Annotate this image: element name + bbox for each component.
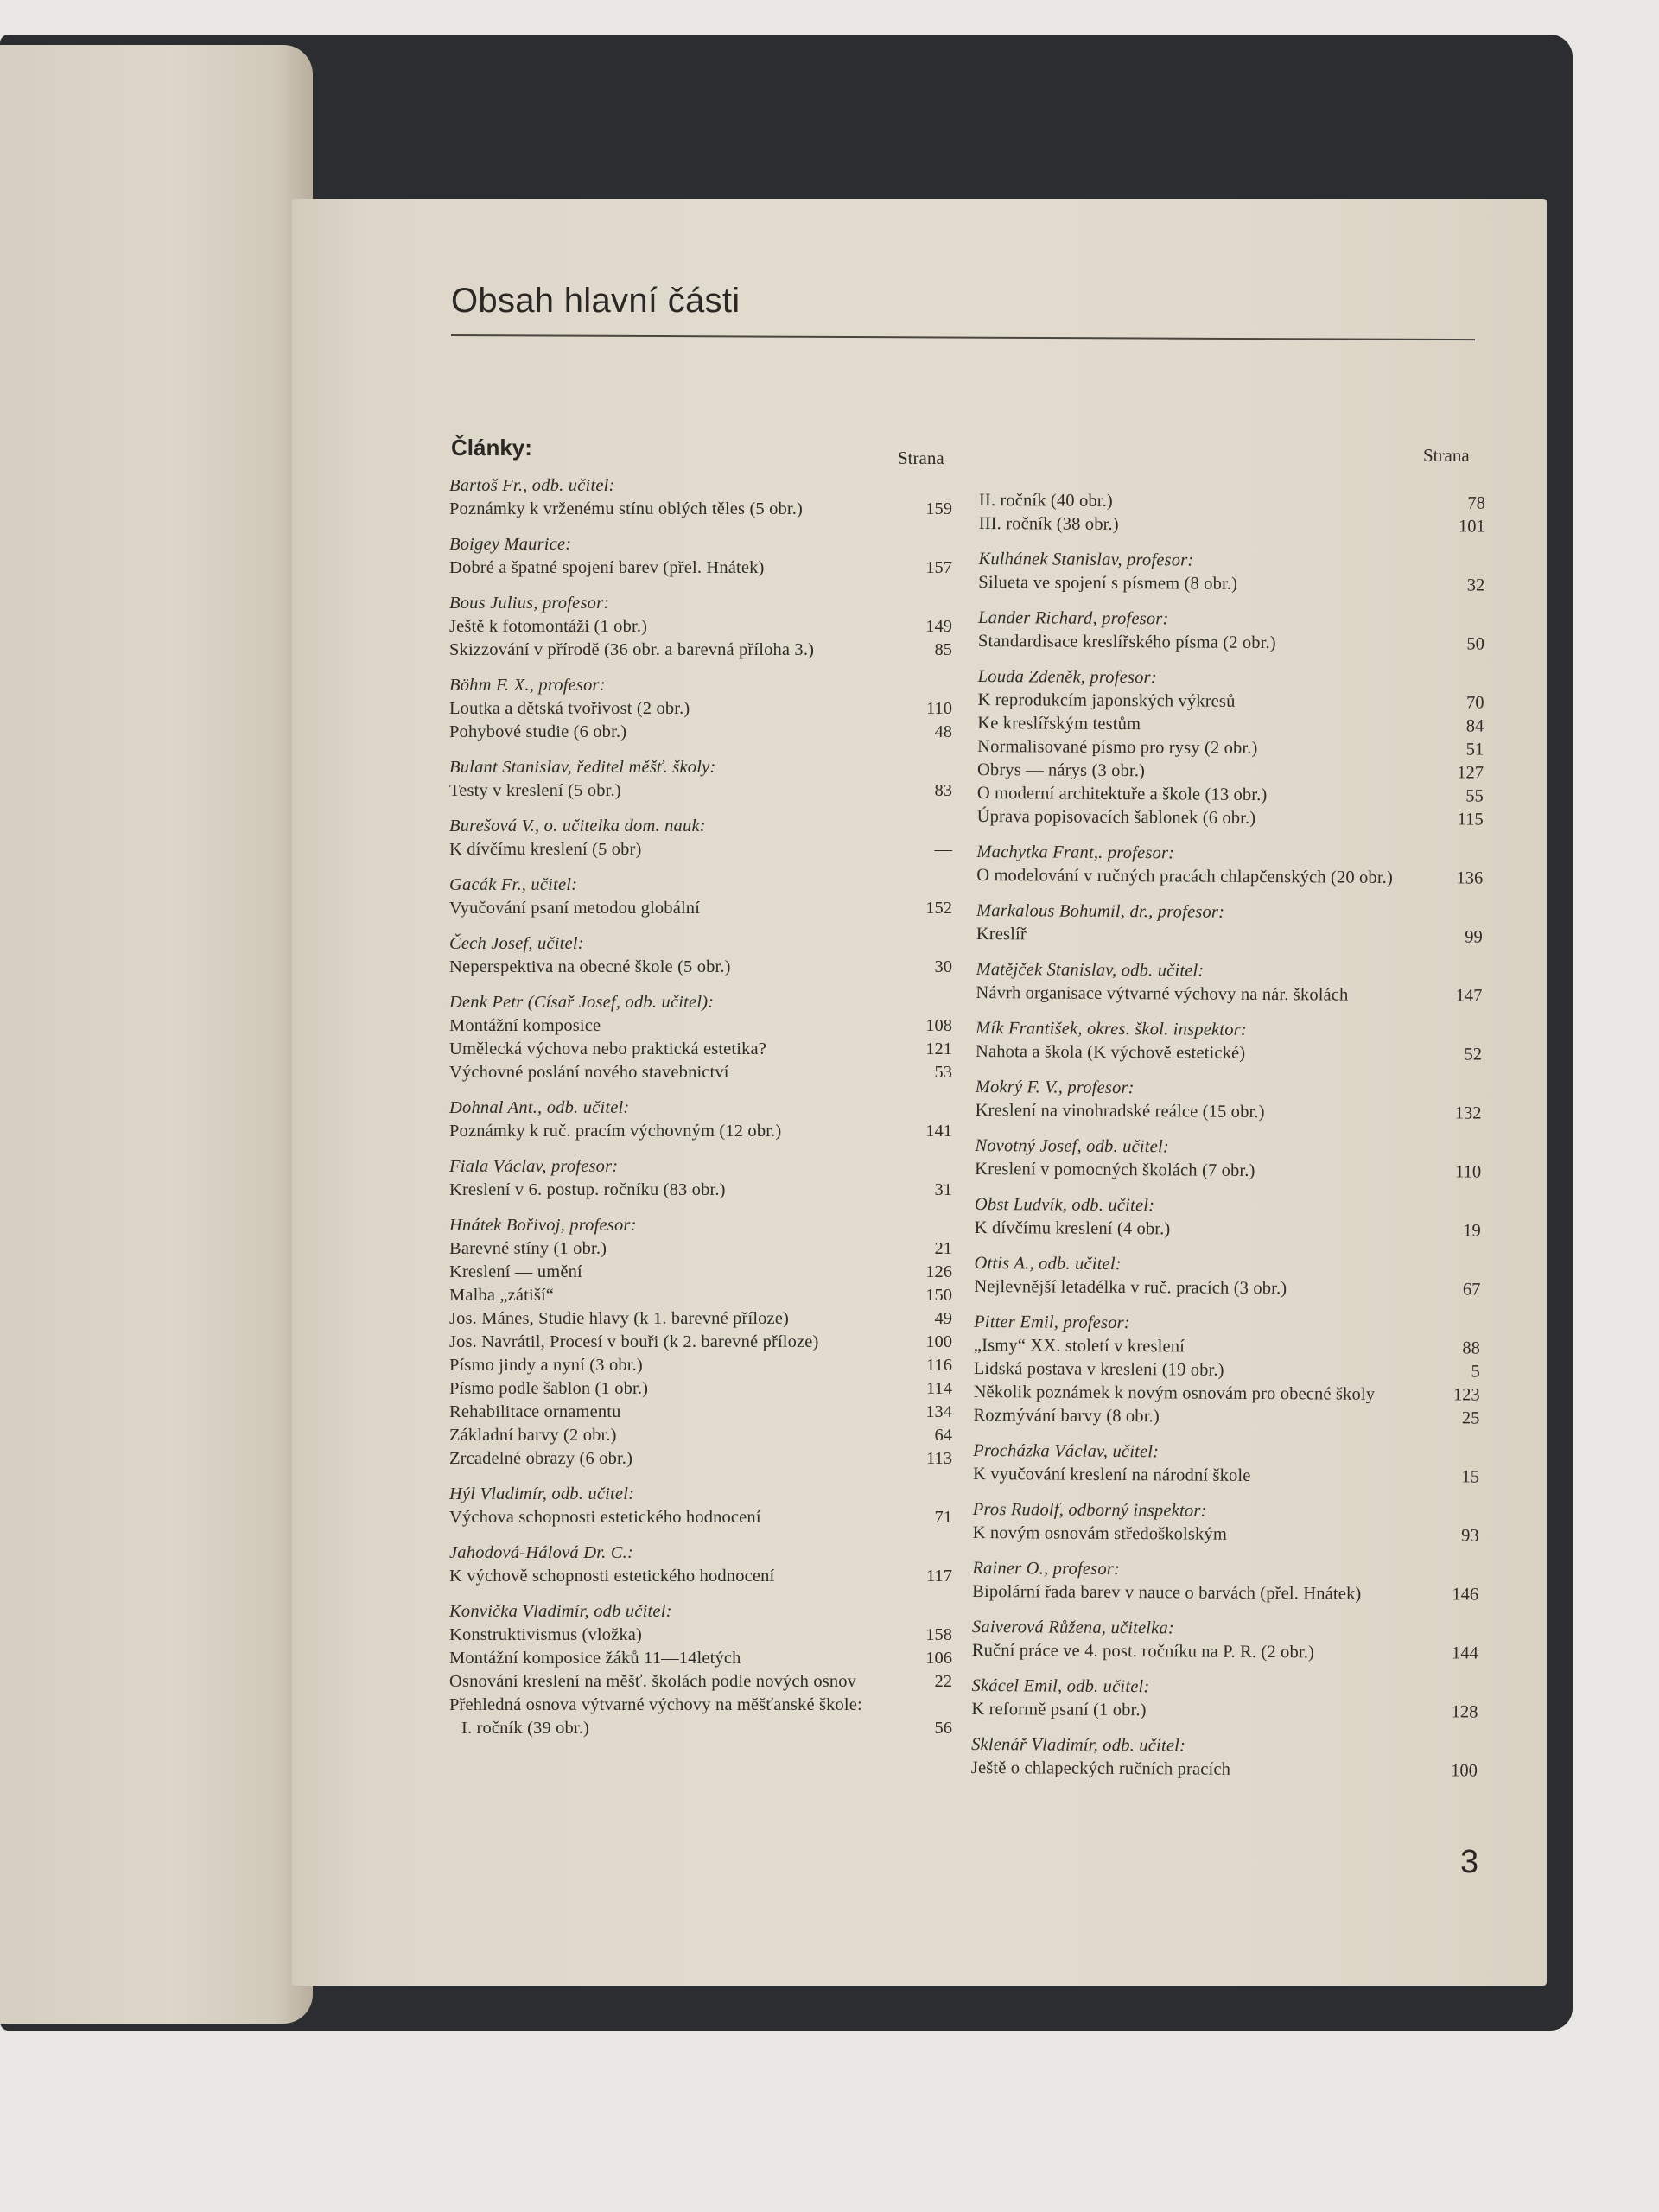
- toc-entry: [977, 664, 1484, 832]
- article-line: [449, 1647, 952, 1670]
- article-title: Výchova schopnosti estetického hodnocení: [449, 1508, 761, 1527]
- article-title: Bipolární řada barev v nauce o barvách (přel. Hnátek): [972, 1581, 1362, 1604]
- article-page-number: 150: [925, 1286, 952, 1305]
- article-line: [976, 923, 1483, 950]
- article-line: [449, 838, 952, 861]
- article-line: [977, 735, 1484, 762]
- article-page-number: 48: [934, 722, 952, 741]
- page-title: Obsah hlavní části: [451, 282, 741, 320]
- article-page-number: 128: [1451, 1702, 1478, 1722]
- article-line: [974, 1357, 1480, 1384]
- article-page-number: 146: [1452, 1585, 1479, 1605]
- article-title: II. ročník (40 obr.): [978, 490, 1113, 511]
- author-name: Bartoš Fr., odb. učitel:: [449, 476, 615, 495]
- article-page-number: 116: [926, 1356, 952, 1375]
- article-page-number: 149: [925, 617, 952, 636]
- article-page-number: 88: [1462, 1338, 1481, 1358]
- toc-entry: [978, 547, 1484, 598]
- author-name: Matějček Stanislav, odb. učitel:: [976, 959, 1205, 981]
- author-name: Ottis A., odb. učitel:: [974, 1253, 1122, 1274]
- article-page-number: 64: [934, 1426, 952, 1445]
- article-line: [449, 1261, 952, 1284]
- toc-entry: [449, 673, 952, 744]
- article-page-number: 157: [925, 558, 952, 577]
- toc-entry: [975, 1192, 1481, 1243]
- toc-entry: [449, 591, 952, 662]
- article-page-number: 99: [1465, 927, 1483, 947]
- article-title: Ještě o chlapeckých ručních pracích: [970, 1758, 1231, 1779]
- article-title: Kreslení v pomocných školách (7 obr.): [975, 1159, 1255, 1180]
- article-page-number: 30: [934, 957, 952, 976]
- article-title: Barevné stíny (1 obr.): [449, 1239, 607, 1258]
- article-line: [972, 1580, 1478, 1607]
- article-title: Dobré a špatné spojení barev (přel. Hnátek): [449, 558, 765, 577]
- article-line: [449, 615, 952, 639]
- toc-entry: [973, 1497, 1479, 1548]
- author-name: Markalous Bohumil, dr., profesor:: [976, 900, 1225, 922]
- author-name: Sklenář Vladimír, odb. učitel:: [971, 1734, 1186, 1756]
- article-title: Umělecká výchova nebo praktická estetika?: [449, 1039, 767, 1058]
- article-line: [974, 1275, 1480, 1302]
- article-line: [449, 1061, 952, 1084]
- article-page-number: 49: [934, 1309, 952, 1328]
- author-name: Skácel Emil, odb. učitel:: [971, 1675, 1150, 1697]
- article-title: Písmo jindy a nyní (3 obr.): [449, 1356, 643, 1375]
- article-line: [978, 571, 1484, 598]
- article-title: Kreslíř: [976, 924, 1027, 944]
- article-page-number: 67: [1462, 1280, 1481, 1300]
- article-line: [975, 1217, 1481, 1243]
- author-name: Gacák Fr., učitel:: [449, 875, 578, 894]
- toc-entry: [449, 474, 952, 521]
- article-title: Montážní komposice: [449, 1016, 601, 1035]
- article-line: [449, 697, 952, 721]
- author-name: Denk Petr (Císař Josef, odb. učitel):: [449, 993, 715, 1012]
- article-line: [974, 1381, 1480, 1408]
- toc-entry: [449, 1154, 952, 1202]
- article-line: [973, 1404, 1479, 1431]
- article-page-number: 32: [1466, 575, 1485, 595]
- article-page-number: 101: [1458, 517, 1485, 537]
- article-line: [978, 630, 1484, 657]
- toc-entry: [971, 1674, 1478, 1725]
- article-title: K reformě psaní (1 obr.): [971, 1699, 1147, 1720]
- author-name: Saiverová Růžena, učitelka:: [971, 1617, 1175, 1638]
- article-page-number: 108: [925, 1016, 952, 1035]
- article-line: [973, 1463, 1479, 1490]
- article-line: [449, 1670, 952, 1694]
- article-line: [449, 1354, 952, 1377]
- article-page-number: 53: [934, 1063, 952, 1082]
- article-title: „Ismy“ XX. století v kreslení: [973, 1335, 1185, 1357]
- article-line: [449, 779, 952, 803]
- article-page-number: 19: [1463, 1221, 1481, 1241]
- article-title: Nahota a škola (K výchově estetické): [975, 1041, 1246, 1063]
- author-name: Obst Ludvík, odb. učitel:: [974, 1194, 1155, 1216]
- article-line: [449, 1038, 952, 1061]
- article-title: Ke kreslířským testům: [977, 713, 1141, 734]
- article-line: [449, 897, 952, 920]
- toc-entry: [449, 990, 952, 1084]
- author-name: Machytka Frant,. profesor:: [976, 842, 1175, 863]
- article-title: Poznámky k ruč. pracím výchovným (12 obr.): [449, 1122, 782, 1141]
- article-page-number: 144: [1451, 1643, 1478, 1663]
- article-title: Kreslení na vinohradské reálce (15 obr.): [975, 1100, 1265, 1122]
- article-title: Přehledná osnova výtvarné výchovy na měšťanské škole:: [449, 1695, 862, 1714]
- article-line: [977, 759, 1484, 785]
- article-title: Skizzování v přírodě (36 obr. a barevná příloha 3.): [449, 640, 815, 659]
- article-title: Zrcadelné obrazy (6 obr.): [449, 1449, 633, 1468]
- toc-entry: [975, 1134, 1481, 1185]
- article-title: Základní barvy (2 obr.): [449, 1426, 617, 1445]
- author-name: Jahodová-Hálová Dr. C.:: [449, 1543, 633, 1562]
- author-name: Kulhánek Stanislav, profesor:: [978, 549, 1194, 570]
- author-name: Procházka Václav, učitel:: [973, 1440, 1160, 1462]
- author-name: Dohnal Ant., odb. učitel:: [449, 1098, 630, 1117]
- article-title: K novým osnovám středoškolským: [972, 1522, 1228, 1544]
- author-name: Burešová V., o. učitelka dom. nauk:: [449, 817, 706, 836]
- article-line: [974, 1334, 1480, 1361]
- toc-entry: [976, 1075, 1482, 1126]
- article-title: Loutka a dětská tvořivost (2 obr.): [449, 699, 690, 718]
- article-title: K vyučování kreslení na národní škole: [972, 1464, 1251, 1485]
- article-page-number: 55: [1465, 786, 1484, 806]
- article-page-number: —: [934, 840, 952, 859]
- article-line: [979, 489, 1485, 516]
- article-line: [449, 1506, 952, 1529]
- toc-column-right: [971, 489, 1485, 1795]
- article-title: Rozmývání barvy (8 obr.): [973, 1405, 1160, 1427]
- article-line: [977, 689, 1484, 715]
- article-title: Poznámky k vrženému stínu oblých těles (5 obr.): [449, 499, 803, 518]
- toc-entry: [449, 1599, 952, 1740]
- article-line: [449, 1447, 952, 1471]
- author-name: Čech Josef, učitel:: [449, 934, 584, 953]
- article-page-number: 56: [934, 1719, 952, 1738]
- toc-entry: [972, 1615, 1478, 1666]
- article-line: [976, 864, 1483, 891]
- article-page-number: 22: [934, 1672, 952, 1691]
- toc-entry: [973, 1310, 1480, 1431]
- article-page-number: 52: [1464, 1045, 1483, 1065]
- left-page: [0, 45, 313, 2024]
- toc-entry: [976, 840, 1483, 891]
- page-number: 3: [1460, 1844, 1479, 1880]
- article-title: Úprava popisovacích šablonek (6 obr.): [976, 806, 1256, 828]
- toc-entry: [974, 1251, 1480, 1302]
- toc-entry: [976, 957, 1482, 1008]
- article-title: Rehabilitace ornamentu: [449, 1402, 621, 1421]
- toc-entry: [449, 814, 952, 861]
- toc-entry: [449, 931, 952, 979]
- article-line: [977, 805, 1484, 832]
- article-page-number: 83: [934, 781, 952, 800]
- article-title: K výchově schopnosti estetického hodnocení: [449, 1567, 775, 1586]
- article-line: [449, 1424, 952, 1447]
- article-page-number: 100: [1451, 1761, 1478, 1781]
- article-line: [971, 1757, 1478, 1783]
- article-line: [449, 1014, 952, 1038]
- article-page-number: 136: [1456, 868, 1484, 888]
- toc-entry: [449, 873, 952, 920]
- article-page-number: 134: [925, 1402, 952, 1421]
- article-line: [971, 1698, 1478, 1725]
- article-line: [449, 1179, 952, 1202]
- author-name: Pros Rudolf, odborný inspektor:: [972, 1499, 1207, 1521]
- article-title: Vyučování psaní metodou globální: [449, 899, 701, 918]
- author-name: Novotný Josef, odb. učitel:: [975, 1135, 1169, 1157]
- article-page-number: 110: [1455, 1162, 1482, 1182]
- article-line: [449, 1717, 952, 1740]
- toc-entry: [978, 606, 1484, 657]
- article-title: Montážní komposice žáků 11—14letých: [449, 1649, 741, 1668]
- article-page-number: 106: [925, 1649, 952, 1668]
- article-line: [449, 1694, 952, 1717]
- article-line: [449, 1331, 952, 1354]
- article-title: Testy v kreslení (5 obr.): [449, 781, 621, 800]
- article-line: [449, 1307, 952, 1331]
- article-title: K dívčímu kreslení (5 obr): [449, 840, 642, 859]
- article-title: Několik poznámek k novým osnovám pro obecné školy: [973, 1382, 1376, 1404]
- article-title: Ruční práce ve 4. post. ročníku na P. R. (2 obr.): [971, 1640, 1315, 1662]
- article-title: Návrh organisace výtvarné výchovy na nár. školách: [976, 982, 1349, 1005]
- article-line: [973, 1522, 1479, 1548]
- article-page-number: 152: [925, 899, 952, 918]
- article-page-number: 113: [926, 1449, 952, 1468]
- article-title: Normalisované písmo pro rysy (2 obr.): [977, 736, 1258, 758]
- article-page-number: 132: [1454, 1103, 1482, 1123]
- article-page-number: 51: [1465, 740, 1484, 760]
- toc-entry: [976, 899, 1483, 950]
- article-line: [449, 498, 952, 521]
- article-page-number: 21: [934, 1239, 952, 1258]
- author-name: Böhm F. X., profesor:: [449, 676, 606, 695]
- toc-entry: [976, 1016, 1482, 1067]
- article-title: Malba „zátiší“: [449, 1286, 555, 1305]
- article-title: Ještě k fotomontáži (1 obr.): [449, 617, 648, 636]
- article-line: [976, 1040, 1482, 1067]
- article-page-number: 78: [1467, 493, 1485, 513]
- article-line: [449, 1565, 952, 1588]
- article-title: Nejlevnější letadélka v ruč. pracích (3 obr.): [974, 1276, 1287, 1299]
- article-line: [977, 712, 1484, 739]
- article-title: Konstruktivismus (vložka): [449, 1625, 642, 1644]
- author-name: Hýl Vladimír, odb. učitel:: [449, 1484, 635, 1503]
- article-page-number: 141: [925, 1122, 952, 1141]
- article-title: III. ročník (38 obr.): [978, 513, 1119, 534]
- article-page-number: 114: [926, 1379, 952, 1398]
- article-line: [449, 639, 952, 662]
- article-page-number: 25: [1461, 1408, 1480, 1428]
- article-title: I. ročník (39 obr.): [461, 1719, 590, 1738]
- article-page-number: 159: [925, 499, 952, 518]
- article-page-number: 121: [925, 1039, 952, 1058]
- author-name: Konvička Vladimír, odb učitel:: [449, 1602, 672, 1621]
- article-line: [449, 1624, 952, 1647]
- article-page-number: 84: [1465, 716, 1484, 736]
- author-name: Mokrý F. V., profesor:: [975, 1077, 1135, 1098]
- toc-entry: [971, 1732, 1478, 1783]
- article-page-number: 5: [1471, 1362, 1480, 1382]
- article-line: [449, 956, 952, 979]
- article-title: O modelování v ručných pracách chlapčenských (20 obr.): [976, 865, 1394, 887]
- article-line: [449, 721, 952, 744]
- article-page-number: 15: [1461, 1467, 1480, 1487]
- article-page-number: 31: [934, 1180, 952, 1199]
- article-page-number: 147: [1455, 986, 1483, 1006]
- article-page-number: 110: [926, 699, 952, 718]
- article-page-number: 93: [1461, 1526, 1479, 1546]
- article-title: Písmo podle šablon (1 obr.): [449, 1379, 649, 1398]
- article-page-number: 71: [934, 1508, 952, 1527]
- author-name: Bulant Stanislav, ředitel měšť. školy:: [449, 758, 716, 777]
- article-line: [449, 556, 952, 580]
- article-title: O moderní architektuře a škole (13 obr.): [976, 783, 1268, 805]
- article-page-number: 123: [1452, 1385, 1480, 1405]
- column-header-left: Strana: [898, 448, 944, 468]
- column-header-right: Strana: [1423, 445, 1470, 466]
- article-title: Neperspektiva na obecné škole (5 obr.): [449, 957, 731, 976]
- article-page-number: 70: [1465, 693, 1484, 713]
- toc-entry: [449, 1482, 952, 1529]
- article-title: Osnování kreslení na měšť. školách podle nových osnov: [449, 1672, 857, 1691]
- author-name: Mík František, okres. škol. inspektor:: [976, 1018, 1247, 1039]
- article-line: [976, 1099, 1482, 1126]
- article-title: Jos. Navrátil, Procesí v bouři (k 2. barevné příloze): [449, 1332, 819, 1351]
- article-page-number: 117: [926, 1567, 952, 1586]
- article-title: Standardisace kreslířského písma (2 obr.): [977, 631, 1276, 653]
- author-name: Rainer O., profesor:: [972, 1558, 1121, 1580]
- article-title: Kreslení — umění: [449, 1262, 582, 1281]
- author-name: Boigey Maurice:: [449, 535, 572, 554]
- toc-entry: [449, 1213, 952, 1471]
- article-line: [979, 512, 1485, 539]
- author-name: Pitter Emil, profesor:: [974, 1312, 1130, 1333]
- article-page-number: 50: [1466, 634, 1484, 654]
- toc-entry: [449, 1541, 952, 1588]
- article-page-number: 115: [1457, 810, 1484, 830]
- author-name: Bous Julius, profesor:: [449, 594, 610, 613]
- article-title: Pohybové studie (6 obr.): [449, 722, 627, 741]
- article-title: Kreslení v 6. postup. ročníku (83 obr.): [449, 1180, 726, 1199]
- toc-entry: [979, 489, 1485, 539]
- toc-entry: [973, 1439, 1479, 1490]
- toc-entry: [972, 1556, 1478, 1607]
- article-title: Obrys — nárys (3 obr.): [976, 760, 1146, 781]
- toc-entry: [449, 532, 952, 580]
- toc-column-left: [449, 474, 952, 1751]
- article-title: Jos. Mánes, Studie hlavy (k 1. barevné příloze): [449, 1309, 790, 1328]
- article-page-number: 100: [925, 1332, 952, 1351]
- article-page-number: 126: [925, 1262, 952, 1281]
- author-name: Lander Richard, profesor:: [978, 607, 1169, 629]
- article-page-number: 85: [934, 640, 952, 659]
- author-name: Fiala Václav, profesor:: [449, 1157, 619, 1176]
- article-line: [972, 1639, 1478, 1666]
- article-title: Silueta ve spojení s písmem (8 obr.): [978, 572, 1238, 594]
- section-heading: Články:: [451, 435, 532, 461]
- article-line: [975, 1158, 1481, 1185]
- article-line: [449, 1377, 952, 1401]
- article-page-number: 158: [925, 1625, 952, 1644]
- author-name: Louda Zdeněk, profesor:: [977, 666, 1157, 688]
- article-title: Výchovné poslání nového stavebnictví: [449, 1063, 729, 1082]
- article-line: [449, 1401, 952, 1424]
- article-line: [449, 1237, 952, 1261]
- article-line: [449, 1284, 952, 1307]
- article-page-number: 127: [1457, 763, 1484, 783]
- article-line: [449, 1120, 952, 1143]
- article-title: Lidská postava v kreslení (19 obr.): [973, 1358, 1224, 1380]
- author-name: Hnátek Bořivoj, profesor:: [449, 1216, 637, 1235]
- toc-entry: [449, 1096, 952, 1143]
- toc-entry: [449, 755, 952, 803]
- article-line: [977, 782, 1484, 809]
- article-title: K dívčímu kreslení (4 obr.): [974, 1217, 1171, 1239]
- article-title: K reprodukcím japonských výkresů: [977, 690, 1236, 711]
- article-line: [976, 982, 1482, 1008]
